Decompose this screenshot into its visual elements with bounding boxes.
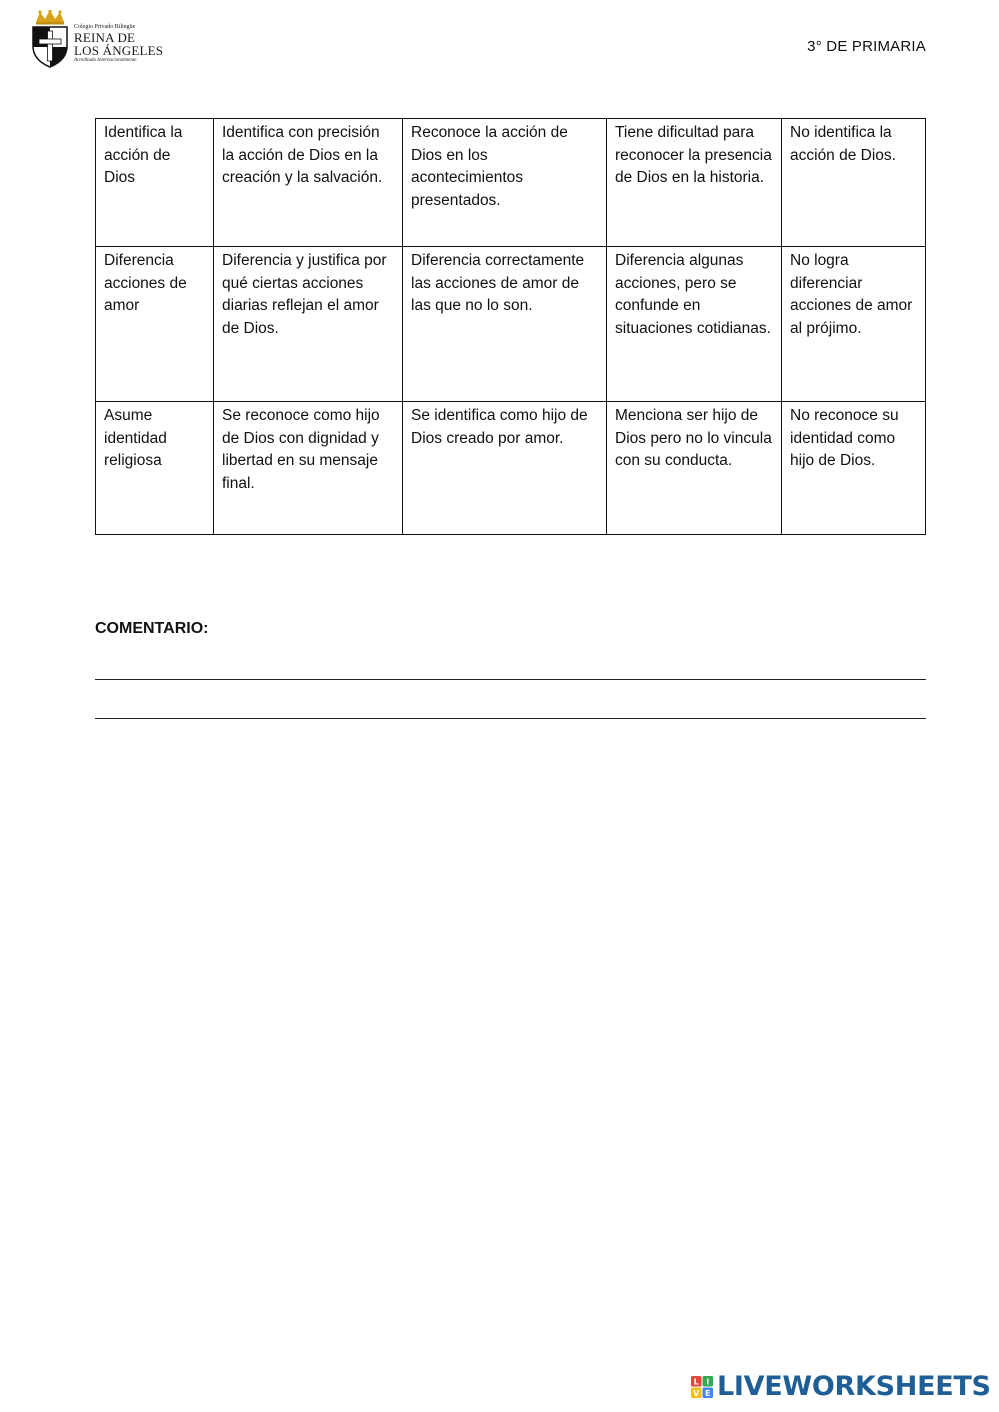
liveworksheets-logo: [691, 1372, 991, 1402]
level-cell: Identifica con precisión la acción de Dios en la creación y la salvación.: [214, 119, 403, 247]
level-cell: Tiene dificultad para reconocer la presencia de Dios en la historia.: [607, 119, 782, 247]
criterion-cell: Identifica la acción de Dios: [96, 119, 214, 247]
table-row: [96, 119, 926, 247]
level-cell: Diferencia y justifica por qué ciertas acciones diarias reflejan el amor de Dios.: [214, 247, 403, 402]
table-row: [96, 247, 926, 402]
level-cell: Reconoce la acción de Dios en los acontecimientos presentados.: [403, 119, 607, 247]
school-crest-icon: [28, 10, 72, 68]
criterion-cell: Diferencia acciones de amor: [96, 247, 214, 402]
svg-text:L: L: [693, 1377, 699, 1387]
level-cell: Se identifica como hijo de Dios creado por amor.: [403, 402, 607, 535]
school-name-line1: REINA DE: [74, 30, 136, 45]
level-cell: No reconoce su identidad como hijo de Dios.: [782, 402, 926, 535]
level-cell: Diferencia algunas acciones, pero se confunde en situaciones cotidianas.: [607, 247, 782, 402]
table-row: [96, 402, 926, 535]
criterion-cell: Asume identidad religiosa: [96, 402, 214, 535]
grade-label: 3° DE PRIMARIA: [807, 38, 926, 55]
svg-text:E: E: [704, 1389, 711, 1398]
comment-line-2[interactable]: [95, 718, 926, 719]
liveworksheets-brand: LIVEWORKSHEETS: [717, 1371, 991, 1402]
level-cell: No identifica la acción de Dios.: [782, 119, 926, 247]
rubric-table: [95, 118, 926, 535]
school-accreditation: Acreditado Internacionalmente: [74, 58, 137, 63]
level-cell: No logra diferenciar acciones de amor al prójimo.: [782, 247, 926, 402]
school-pre-label: Colegio Privado Bilingüe: [74, 24, 136, 30]
live-badge-icon: [691, 1376, 713, 1398]
school-logo: [28, 10, 178, 70]
level-cell: Menciona ser hijo de Dios pero no lo vincula con su conducta.: [607, 402, 782, 535]
svg-text:I: I: [706, 1377, 710, 1387]
comment-line-1[interactable]: [95, 679, 926, 680]
school-name-line2: LOS ÁNGELES: [74, 43, 164, 58]
level-cell: Diferencia correctamente las acciones de amor de las que no lo son.: [403, 247, 607, 402]
svg-text:V: V: [693, 1389, 700, 1398]
level-cell: Se reconoce como hijo de Dios con dignidad y libertad en su mensaje final.: [214, 402, 403, 535]
comment-label: COMENTARIO:: [95, 620, 209, 637]
